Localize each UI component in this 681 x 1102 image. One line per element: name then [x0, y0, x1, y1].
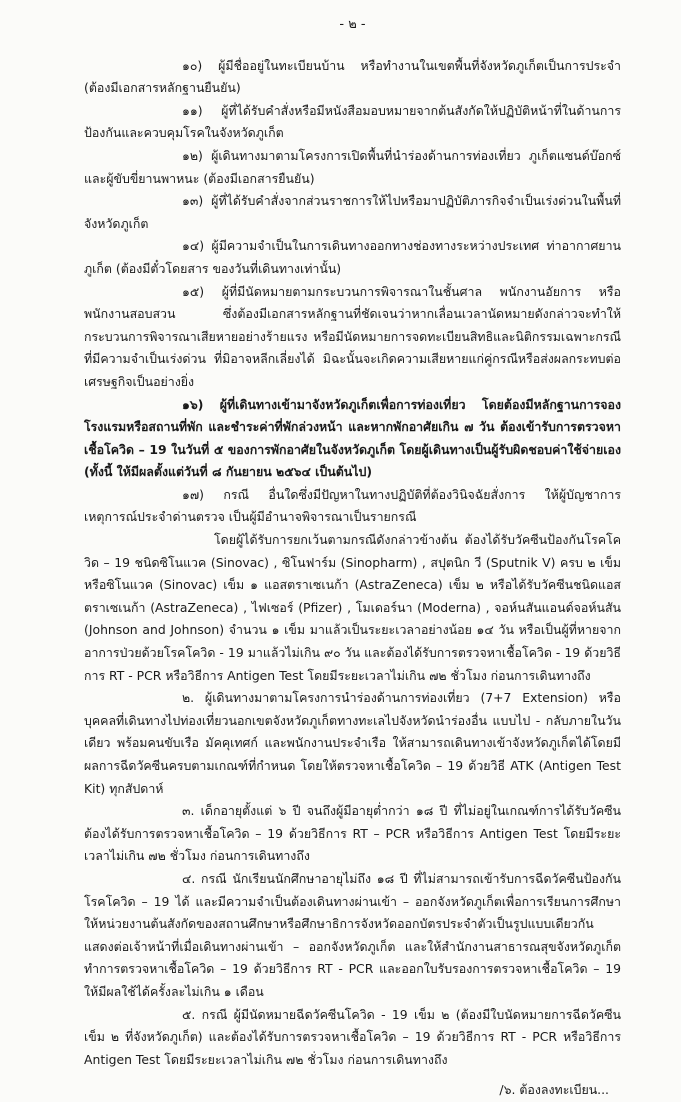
clause-10: ๑๐) ผู้มีชื่ออยู่ในทะเบียนบ้าน หรือทำงานในเขตพื้นที่จังหวัดภูเก็ตเป็นการประจำ (ต้องมีเอกสารหลักฐานยืนยัน) — [84, 57, 621, 96]
item-3: ๓. เด็กอายุตั้งแต่ ๖ ปี จนถึงผู้มีอายุต่ำกว่า ๑๘ ปี ที่ไม่อยู่ในเกณฑ์การได้รับวัคซีน ต้องได้รับการตรวจหาเชื้อโควิด – 19 ด้วยวิธีการ RT – PCR หรือวิธีการ Antigen Test โดยมีระยะเวลาไม่เกิน ๗๒ ชั่วโมง ก่อนการเดินทางถึง — [84, 803, 621, 864]
clause-15: ๑๕) ผู้ที่มีนัดหมายตามกระบวนการพิจารณาในชั้นศาล พนักงานอัยการ หรือพนักงานสอบสวน ซึ่งต้องมีเอกสารหลักฐานที่ชัดเจนว่าหากเลื่อนเวลานัดหมายดังกล่าวจะทำให้กระบวนการพิจารณาเสียหายอย่างร้ายแรง หรือมีนัดหมายการจดทะเบียนสิทธิและนิติกรรมเฉพาะกรณีที่มีความจำเป็นเร่งด่วน ที่มิอาจหลีกเลี่ยงได้ มิฉะนั้นจะเกิดความเสียหายแก่คู่กรณีหรือส่งผลกระทบต่อเศรษฐกิจเป็นอย่างยิ่ง — [84, 283, 621, 389]
vaccine-requirement: โดยผู้ได้รับการยกเว้นตามกรณีดังกล่าวข้างต้น ต้องได้รับวัคซีนป้องกันโรคโควิด – 19 ชนิดซิโนแวค (Sinovac) , ซิโนฟาร์ม (Sinopharm) , สปุตนิก วี (Sputnik V) ครบ ๒ เข็ม หรือซิโนแวค (Sinovac) เข็ม ๑ แอสตราเซเนก้า (AstraZeneca) เข็ม ๒ หรือได้รับวัคซีนชนิดแอสตราเซเนก้า (AstraZeneca) , ไฟเซอร์ (Pfizer) , โมเดอร์นา (Moderna) , จอห์นสันแอนด์จอห์นสัน (Johnson and Johnson) จำนวน ๑ เข็ม มาแล้วเป็นระยะเวลาอย่างน้อย ๑๔ วัน หรือเป็นผู้ที่หายจากอาการป่วยด้วยโรคโควิด - 19 มาแล้วไม่เกิน ๙๐ วัน และต้องได้รับการตรวจหาเชื้อโควิด - 19 ด้วยวิธีการ RT - PCR หรือวิธีการ Antigen Test โดยมีระยะเวลาไม่เกิน ๗๒ ชั่วโมง ก่อนการเดินทางถึง — [84, 532, 621, 683]
page-number: - ๒ - — [339, 17, 366, 32]
continuation-note: /๖. ต้องลงทะเบียน... — [499, 1082, 609, 1098]
clause-17: ๑๗) กรณี อื่นใดซึ่งมีปัญหาในทางปฏิบัติที่ต้องวินิจฉัยสั่งการ ให้ผู้บัญชาการเหตุการณ์ประจำด่านตรวจ เป็นผู้มีอำนาจพิจารณาเป็นรายกรณี — [84, 486, 621, 525]
item-4: ๔. กรณี นักเรียนนักศึกษาอายุไม่ถึง ๑๘ ปี ที่ไม่สามารถเข้ารับการฉีดวัคซีนป้องกันโรคโควิด – 19 ได้ และมีความจำเป็นต้องเดินทางผ่านเข้า – ออกจังหวัดภูเก็ตเพื่อการเรียนการศึกษา ให้หน่วยงานต้นสังกัดของสถานศึกษาหรือศึกษาธิการจังหวัดออกบัตรประจำตัวเป็นรูปแบบเดียวกัน แสดงต่อเจ้าหน้าที่เมื่อเดินทางผ่านเข้า – ออกจังหวัดภูเก็ต และให้สำนักงานสาธารณสุขจังหวัดภูเก็ตทำการตรวจหาเชื้อโควิด – 19 ด้วยวิธีการ RT - PCR และออกใบรับรองการตรวจหาเชื้อโควิด – 19 ให้มีผลใช้ได้ครั้งละไม่เกิน ๑ เดือน — [84, 870, 621, 999]
clause-14: ๑๔) ผู้มีความจำเป็นในการเดินทางออกทางช่องทางระหว่างประเทศ ท่าอากาศยานภูเก็ต (ต้องมีตั๋วโดยสาร ของวันที่เดินทางเท่านั้น) — [84, 238, 621, 276]
item-2: ๒. ผู้เดินทางมาตามโครงการนำร่องด้านการท่องเที่ยว (7+7 Extension) หรือบุคคลที่เดินทางไปท่องเที่ยวนอกเขตจังหวัดภูเก็ตทางทะเลไปจังหวัดนำร่องอื่น แบบไป - กลับภายในวันเดียว พร้อมคนขับเรือ มัคคุเทศก์ และพนักงานประจำเรือ ให้สามารถเดินทางเข้าจังหวัดภูเก็ตได้โดยมีผลการฉีดวัคซีนครบตามเกณฑ์ที่กำหนด โดยให้ตรวจหาเชื้อโควิด – 19 ด้วยวิธี ATK (Antigen Test Kit) ทุกสัปดาห์ — [84, 690, 621, 796]
clause-16: ๑๖) ผู้ที่เดินทางเข้ามาจังหวัดภูเก็ตเพื่อการท่องเที่ยว โดยต้องมีหลักฐานการจองโรงแรมหรือสถานที่พัก และชำระค่าที่พักล่วงหน้า และหากพักอาศัยเกิน ๗ วัน ต้องเข้ารับการตรวจหาเชื้อโควิด – 19 ในวันที่ ๕ ของการพักอาศัยในจังหวัดภูเก็ต โดยผู้เดินทางเป็นผู้รับผิดชอบค่าใช้จ่ายเอง (ทั้งนี้ ให้มีผลตั้งแต่วันที่ ๘ กันยายน ๒๕๖๔ เป็นต้นไป) — [84, 396, 621, 480]
clause-13: ๑๓) ผู้ที่ได้รับคำสั่งจากส่วนราชการให้ไปหรือมาปฏิบัติภารกิจจำเป็นเร่งด่วนในพื้นที่จังหวัดภูเก็ต — [84, 193, 621, 231]
item-5: ๕. กรณี ผู้มีนัดหมายฉีดวัคซีนโควิด - 19 เข็ม ๒ (ต้องมีใบนัดหมายการฉีดวัคซีนเข็ม ๒ ที่จังหวัดภูเก็ต) และต้องได้รับการตรวจหาเชื้อโควิด – 19 ด้วยวิธีการ RT - PCR หรือวิธีการ Antigen Test โดยมีระยะเวลาไม่เกิน ๗๒ ชั่วโมง ก่อนการเดินทางถึง — [84, 1006, 621, 1067]
clause-12: ๑๒) ผู้เดินทางมาตามโครงการเปิดพื้นที่นำร่องด้านการท่องเที่ยว ภูเก็ตแซนด์บ๊อกซ์ และผู้ขับขี่ยานพาหนะ (ต้องมีเอกสารยืนยัน) — [84, 147, 621, 186]
clause-11: ๑๑) ผู้ที่ได้รับคำสั่งหรือมีหนังสือมอบหมายจากต้นสังกัดให้ปฏิบัติหน้าที่ในด้านการป้องกันและควบคุมโรคในจังหวัดภูเก็ต — [84, 102, 621, 141]
